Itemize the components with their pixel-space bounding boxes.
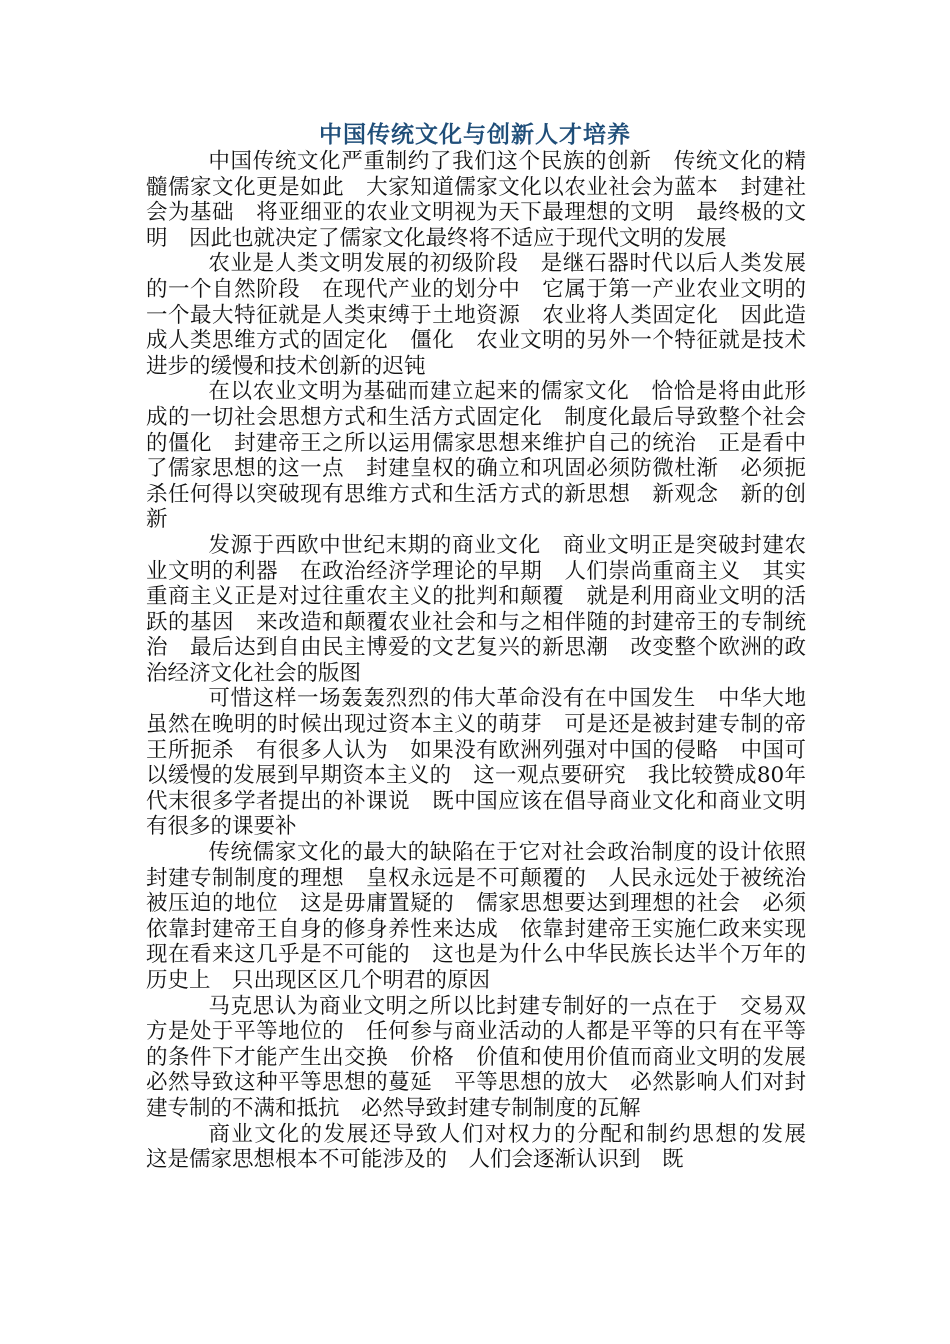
paragraph: 可惜这样一场轰轰烈烈的伟大革命没有在中国发生 中华大地虽然在晚明的时候出现过资本主义的萌芽 可是还是被封建专制的帝王所扼杀 有很多人认为 如果没有欧洲列强对中国的侵略 中国可以缓慢的发展到早期资本主义的 这一观点要研究 我比较赞成80年代末很多学者提出的补课说 既中国应该在倡导商业文化和商业文明有很多的课要补 <box>146 686 806 840</box>
document-title: 中国传统文化与创新人才培养 <box>319 121 631 148</box>
document-body <box>146 149 828 1173</box>
paragraph: 商业文化的发展还导致人们对权力的分配和制约思想的发展 这是儒家思想根本不可能涉及的 人们会逐渐认识到 既 <box>146 1121 828 1173</box>
paragraph: 在以农业文明为基础而建立起来的儒家文化 恰恰是将由此形成的一切社会思想方式和生活方式固定化 制度化最后导致整个社会的僵化 封建帝王之所以运用儒家思想来维护自己的统治 正是看中了儒家思想的这一点 封建皇权的确立和巩固必须防微杜渐 必须扼杀任何得以突破现有思维方式和生活方式的新思想 新观念 新的创新 <box>146 379 806 533</box>
paragraph: 传统儒家文化的最大的缺陷在于它对社会政治制度的设计依照封建专制制度的理想 皇权永远是不可颠覆的 人民永远处于被统治被压迫的地位 这是毋庸置疑的 儒家思想要达到理想的社会 必须依靠封建帝王自身的修身养性来达成 依靠封建帝王实施仁政来实现 现在看来这几乎是不可能的 这也是为什么中华民族长达半个万年的历史上 只出现区区几个明君的原因 <box>146 840 828 993</box>
paragraph: 发源于西欧中世纪末期的商业文化 商业文明正是突破封建农业文明的利器 在政治经济学理论的早期 人们崇尚重商主义 其实重商主义正是对过往重农主义的批判和颠覆 就是利用商业文明的活跃的基因 来改造和颠覆农业社会和与之相伴随的封建帝王的专制统治 最后达到自由民主博爱的文艺复兴的新思潮 改变整个欧洲的政治经济文化社会的版图 <box>146 532 806 686</box>
paragraph: 中国传统文化严重制约了我们这个民族的创新 传统文化的精髓儒家文化更是如此 大家知道儒家文化以农业社会为蓝本 封建社会为基础 将亚细亚的农业文明视为天下最理想的文明 最终极的文明 因此也就决定了儒家文化最终将不适应于现代文明的发展 <box>146 149 806 251</box>
paragraph: 马克思认为商业文明之所以比封建专制好的一点在于 交易双方是处于平等地位的 任何参与商业活动的人都是平等的只有在平等的条件下才能产生出交换 价格 价值和使用价值而商业文明的发展 必然导致这种平等思想的蔓延 平等思想的放大 必然影响人们对封建专制的不满和抵抗 必然导致封建专制制度的瓦解 <box>146 993 828 1121</box>
paragraph: 农业是人类文明发展的初级阶段 是继石器时代以后人类发展的一个自然阶段 在现代产业的划分中 它属于第一产业农业文明的一个最大特征就是人类束缚于土地资源 农业将人类固定化 因此造成人类思维方式的固定化 僵化 农业文明的另外一个特征就是技术进步的缓慢和技术创新的迟钝 <box>146 251 806 379</box>
